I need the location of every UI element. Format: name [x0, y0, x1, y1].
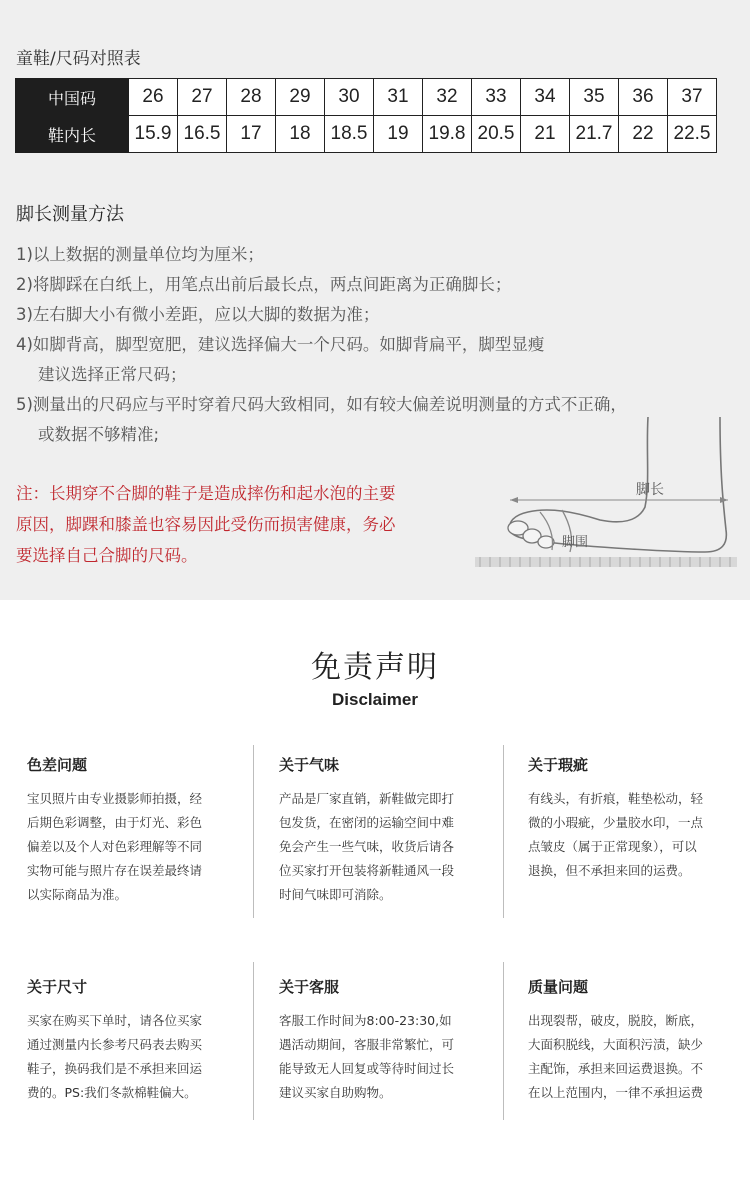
size-code-cell: 33	[472, 79, 521, 116]
card-line: 位买家打开包装将新鞋通风一段	[279, 863, 455, 878]
measure-step: 5)测量出的尺码应与平时穿着尺码大致相同，如有较大偏差说明测量的方式不正确，	[16, 395, 627, 414]
card-line: 后期色彩调整，由于灯光、彩色	[27, 815, 203, 830]
disclaimer-card-odor	[279, 754, 489, 907]
card-line: 宝贝照片由专业摄影师拍摄，经	[27, 791, 203, 806]
card-line: 点皱皮（属于正常现象），可以	[528, 839, 697, 854]
card-line: 出现裂帮，破皮，脱胶，断底，	[528, 1013, 704, 1028]
measure-step: 4)如脚背高，脚型宽肥，建议选择偏大一个尺码。如脚背扁平，脚型显瘦	[16, 335, 545, 354]
card-line: 实物可能与照片存在误差最终请	[27, 863, 203, 878]
card-line: 时间气味即可消除。	[279, 887, 392, 902]
length-cell: 19.8	[423, 116, 472, 153]
card-line: 遇活动期间，客服非常繁忙，可	[279, 1037, 455, 1052]
length-cell: 19	[374, 116, 423, 153]
card-body	[279, 787, 489, 907]
card-line: 建议买家自助购物。	[279, 1085, 392, 1100]
card-line: 免会产生一些气味，收货后请各	[279, 839, 455, 854]
card-title: 关于气味	[279, 756, 340, 774]
foot-length-label: 脚长	[636, 482, 664, 498]
measure-step: 或数据不够精准;	[38, 425, 160, 444]
size-code-cell: 32	[423, 79, 472, 116]
disclaimer-subtitle: Disclaimer	[332, 690, 418, 709]
length-cell: 22.5	[668, 116, 717, 153]
card-title: 关于尺寸	[27, 978, 88, 996]
length-cell: 16.5	[178, 116, 227, 153]
divider	[503, 962, 504, 1120]
size-code-cell: 31	[374, 79, 423, 116]
measure-step: 1)以上数据的测量单位均为厘米；	[16, 245, 264, 264]
size-chart-table	[15, 78, 717, 153]
card-body	[528, 1009, 738, 1105]
size-code-cell: 35	[570, 79, 619, 116]
divider	[253, 745, 254, 918]
card-line: 偏差以及个人对色彩理解等不同	[27, 839, 203, 854]
disclaimer-card-service	[279, 976, 489, 1105]
size-code-cell: 28	[227, 79, 276, 116]
length-cell: 20.5	[472, 116, 521, 153]
length-cell: 15.9	[129, 116, 178, 153]
disclaimer-card-quality	[528, 976, 738, 1105]
measure-step: 2)将脚踩在白纸上，用笔点出前后最长点，两点间距离为正确脚长；	[16, 275, 512, 294]
warning-line: 要选择自己合脚的尺码。	[16, 546, 198, 565]
length-cell: 17	[227, 116, 276, 153]
card-line: 鞋子，换码我们是不承担来回运	[27, 1061, 203, 1076]
size-code-cell: 34	[521, 79, 570, 116]
measure-title: 脚长测量方法	[16, 204, 124, 225]
size-chart-title: 童鞋/尺码对照表	[16, 49, 141, 69]
warning-line: 注：长期穿不合脚的鞋子是造成摔伤和起水泡的主要	[16, 484, 396, 503]
disclaimer-card-defects	[528, 754, 738, 883]
card-line: 通过测量内长参考尺码表去购买	[27, 1037, 203, 1052]
card-body	[27, 787, 237, 907]
size-code-cell: 26	[129, 79, 178, 116]
card-line: 费的。PS:我们冬款棉鞋偏大。	[27, 1085, 197, 1100]
length-cell: 18.5	[325, 116, 374, 153]
measure-step: 3)左右脚大小有微小差距，应以大脚的数据为准；	[16, 305, 380, 324]
disclaimer-card-color	[27, 754, 237, 907]
size-code-cell: 36	[619, 79, 668, 116]
disclaimer-title: 免责声明	[311, 650, 439, 685]
size-code-cell: 27	[178, 79, 227, 116]
warning-line: 原因，脚踝和膝盖也容易因此受伤而损害健康，务必	[16, 515, 396, 534]
card-line: 主配饰，承担来回运费退换。不	[528, 1061, 704, 1076]
warning-note	[16, 478, 476, 571]
card-body	[27, 1009, 237, 1105]
card-line: 包发货，在密闭的运输空间中难	[279, 815, 455, 830]
card-line: 有线头，有折痕，鞋垫松动，轻	[528, 791, 704, 806]
size-code-cell: 37	[668, 79, 717, 116]
row-label-china-size: 中国码	[16, 79, 129, 116]
card-line: 买家在购买下单时，请各位买家	[27, 1013, 203, 1028]
length-cell: 18	[276, 116, 325, 153]
card-line: 以实际商品为准。	[27, 887, 128, 902]
divider	[253, 962, 254, 1120]
card-title: 关于瑕疵	[528, 756, 589, 774]
card-line: 微的小瑕疵，少量胶水印，一点	[528, 815, 704, 830]
foot-measure-illustration	[470, 412, 740, 582]
divider	[503, 745, 504, 918]
card-line: 能导致无人回复或等待时间过长	[279, 1061, 455, 1076]
row-label-inner-length: 鞋内长	[16, 116, 129, 153]
card-line: 在以上范围内，一律不承担运费	[528, 1085, 704, 1100]
size-code-cell: 29	[276, 79, 325, 116]
card-title: 关于客服	[279, 978, 340, 996]
length-cell: 22	[619, 116, 668, 153]
card-line: 大面积脱线，大面积污渍，缺少	[528, 1037, 704, 1052]
disclaimer-card-size	[27, 976, 237, 1105]
table-row	[16, 116, 717, 153]
card-line: 客服工作时间为8:00-23:30,如	[279, 1013, 452, 1028]
card-title: 质量问题	[528, 978, 589, 996]
card-body	[279, 1009, 489, 1105]
measure-step: 建议选择正常尺码；	[38, 365, 187, 384]
card-body	[528, 787, 738, 883]
card-line: 退换，但不承担来回的运费。	[528, 863, 691, 878]
foot-girth-label: 脚围	[562, 535, 589, 550]
card-line: 产品是厂家直销，新鞋做完即打	[279, 791, 455, 806]
length-cell: 21.7	[570, 116, 619, 153]
table-row	[16, 79, 717, 116]
size-code-cell: 30	[325, 79, 374, 116]
card-title: 色差问题	[27, 756, 88, 774]
length-cell: 21	[521, 116, 570, 153]
